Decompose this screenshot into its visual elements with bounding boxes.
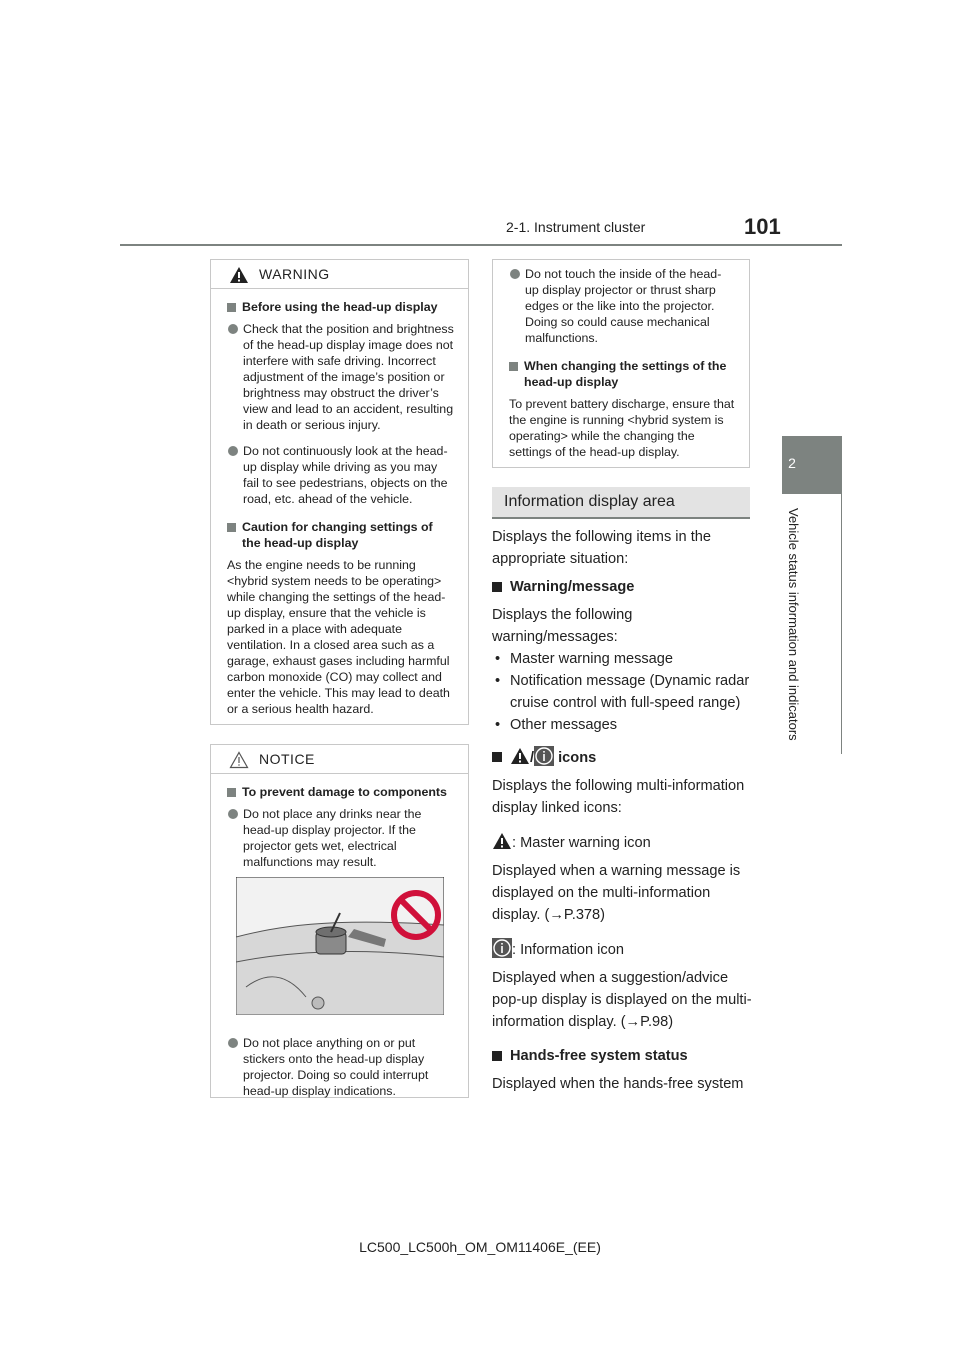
warning-title: WARNING [259, 266, 330, 282]
notice-heading-1: To prevent damage to components [227, 784, 454, 800]
notice-continued-heading: When changing the settings of the head-up display [509, 358, 735, 390]
warning-triangle-icon [229, 266, 249, 284]
master-warning-line [492, 831, 754, 854]
hands-free-desc: Displayed when the hands-free system [492, 1076, 744, 1092]
warning-heading-1: Before using the head-up display [227, 299, 454, 315]
information-display-area-heading [492, 487, 750, 519]
notice-continued-paragraph-1: Do not touch the inside of the head-up display projector or thrust sharp edges or the like into the projector. Doing so could cause mechanical malfunctions. [509, 266, 735, 346]
bullet-master-warning: • Master warning message [492, 648, 754, 670]
information-label: : Information icon [512, 942, 624, 958]
notice-continued-box [492, 259, 750, 468]
icons-heading-label: icons [558, 750, 597, 766]
icons-heading: / icons [492, 746, 754, 769]
notice-continued-paragraph-2: To prevent battery discharge, ensure that the engine is running <hybrid system is operating> while the changing the settings of the head-up display. [509, 397, 735, 459]
master-warning-desc: Displayed when a warning message is displayed on the multi-information display. (→P.378) [492, 863, 741, 923]
warning-heading-2: Caution for changing settings of the head-up display [227, 519, 454, 551]
notice-paragraph-2: Do not place anything on or put stickers onto the head-up display projector. Doing so could interrupt head-up display indications. [227, 1035, 456, 1099]
notice-paragraph-1: Do not place any drinks near the head-up display projector. If the projector gets wet, electrical malfunctions may result. [227, 806, 454, 870]
info-area-content [492, 526, 754, 1095]
warning-box [210, 259, 469, 725]
notice-triangle-icon [229, 751, 249, 769]
master-warning-label: : Master warning icon [512, 835, 651, 851]
warning-paragraph-2: Do not continuously look at the head-up display while driving as you may fail to see pedestrians, objects on the road, etc. ahead of the vehicle. [227, 443, 454, 507]
notice-box [210, 744, 469, 1098]
chapter-number: 2 [788, 455, 796, 471]
icons-desc: Displays the following multi-information display linked icons: [492, 778, 745, 816]
warning-paragraph-3: As the engine needs to be running <hybrid system needs to be operating> while changing the settings of the head-up display, ensure that the vehicle is parked in a place with adequate ventilation. In a closed area such as a garage, exhaust gases including harmful carbon monoxide (CO) may collect and enter the vehicle. This may lead to death or a serious health hazard. [227, 558, 450, 716]
information-icon [534, 746, 554, 766]
footer-code: LC500_LC500h_OM_OM11406E_(EE) [359, 1239, 601, 1255]
projector-drink-illustration [236, 877, 444, 1015]
bullet-other: • Other messages [492, 714, 754, 736]
information-line [492, 938, 754, 961]
warning-message-desc: Displays the following warning/messages: [492, 607, 633, 645]
warning-paragraph-1: Check that the position and brightness of the head-up display image does not interfere with safe driving. Incorrect adjustment of the image’s position or brightness may obstruct the driver’s view and lead to an accident, resulting in death or serious injury. [227, 321, 454, 433]
header-rule [120, 244, 842, 246]
chapter-tab-line [841, 494, 842, 754]
notice-header [211, 745, 468, 774]
master-warning-icon-inline [492, 831, 512, 851]
warning-header [211, 260, 468, 289]
page-number: 101 [744, 214, 781, 239]
warning-message-heading: Warning/message [492, 576, 754, 598]
section-title: 2-1. Instrument cluster [506, 219, 646, 235]
info-intro: Displays the following items in the appropriate situation: [492, 529, 712, 567]
hands-free-heading: Hands-free system status [492, 1045, 754, 1067]
information-desc: Displayed when a suggestion/advice pop-up display is displayed on the multi-information display. (→P.98) [492, 970, 752, 1030]
bullet-notification: • Notification message (Dynamic radar cruise control with full-speed range) [492, 670, 754, 714]
chapter-label: Vehicle status information and indicators [786, 508, 801, 741]
master-warning-icon [510, 746, 530, 766]
information-icon-inline [492, 938, 512, 958]
notice-title: NOTICE [259, 751, 315, 767]
information-display-area-title: Information display area [504, 493, 675, 510]
